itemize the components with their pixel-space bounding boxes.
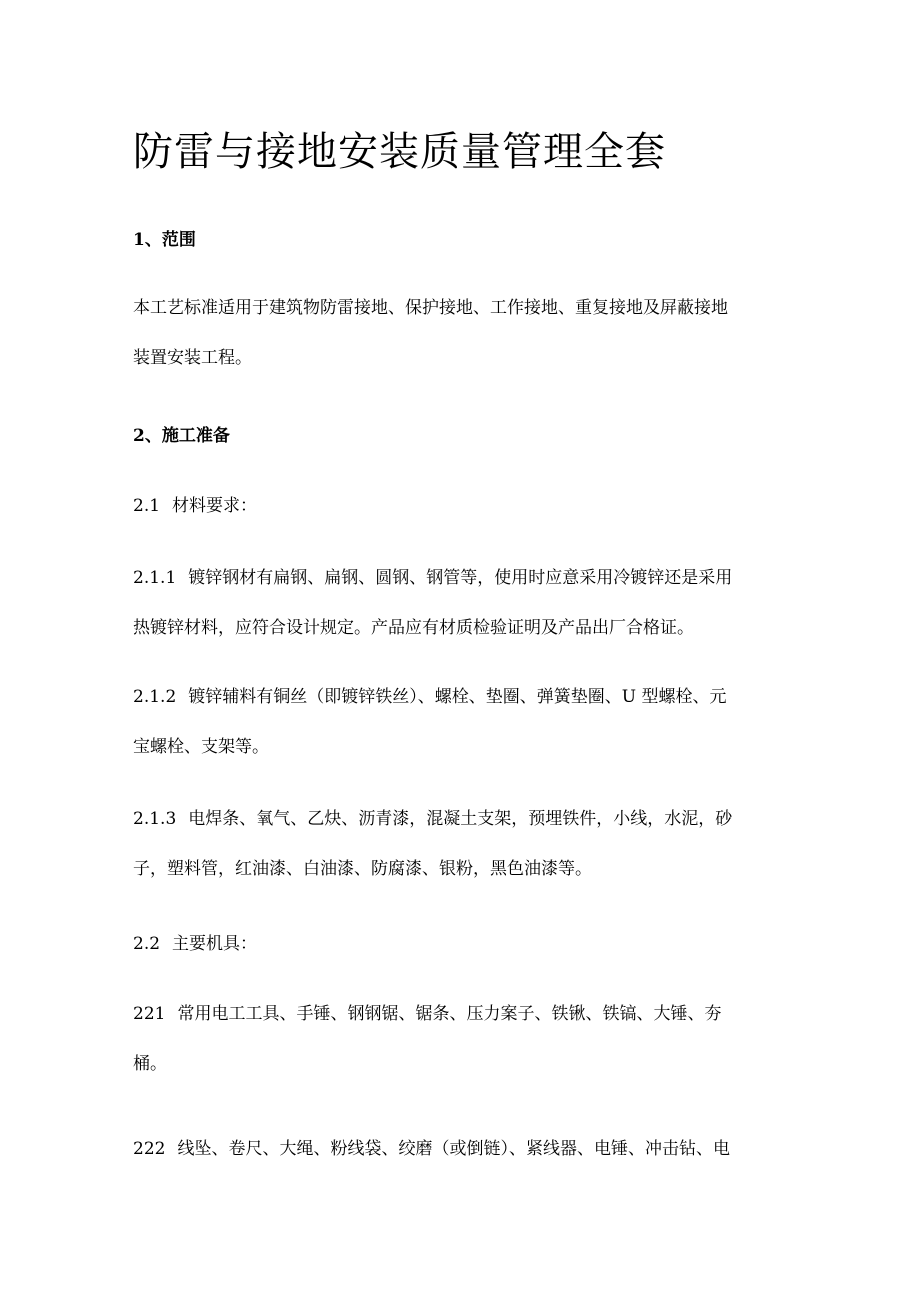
paragraph-2-1: [133, 481, 788, 531]
paragraph-2-1-2: [133, 672, 788, 772]
paragraph-line: 桶。: [133, 1054, 167, 1074]
paragraph-line: [133, 481, 788, 531]
paragraph-line: 热镀锌材料，应符合设计规定。产品应有材质检验证明及产品出厂合格证。: [133, 618, 694, 638]
paragraph-line: 装置安装工程。: [133, 348, 252, 368]
item-text: 镀锌钢材有扁钢、扁钢、圆钢、钢管等，使用时应意采用冷镀锌还是采用: [188, 568, 733, 588]
item-text: 材料要求：: [172, 496, 258, 516]
paragraph-2-2-2: [133, 1124, 788, 1174]
item-text: 常用电工工具、手锤、钢钢锯、锯条、压力案子、铁锹、铁镐、大锤、夯: [177, 1004, 722, 1024]
paragraph-2-2: [133, 919, 788, 969]
paragraph-line: 本工艺标准适用于建筑物防雷接地、保护接地、工作接地、重复接地及屏蔽接地: [133, 298, 728, 318]
item-number: 2.1.3: [133, 809, 177, 829]
item-number: 2.1.2: [133, 687, 177, 707]
paragraph-line: [133, 1124, 788, 1174]
item-text: 主要机具：: [172, 934, 258, 954]
document-title: 防雷与接地安装质量管理全套: [133, 129, 666, 175]
item-text: 镀锌辅料有铜丝（即镀锌铁丝）、螺栓、垫圈、弹簧垫圈、U 型螺栓、元: [188, 687, 727, 707]
paragraph-2-1-1: [133, 553, 788, 653]
paragraph-2-2-1: [133, 989, 788, 1089]
item-number: 222: [133, 1139, 166, 1159]
paragraph-line: 子，塑料管，红油漆、白油漆、防腐漆、银粉，黑色油漆等。: [133, 859, 592, 879]
item-text: 电焊条、氧气、乙炔、沥青漆，混凝土支架，预埋铁件，小线，水泥，砂: [188, 809, 733, 829]
item-number: 2.2: [133, 934, 161, 954]
paragraph-2-1-3: [133, 794, 788, 894]
item-number: 2.1: [133, 496, 161, 516]
paragraph-line: 宝螺栓、支架等。: [133, 737, 269, 757]
paragraph-line: [133, 919, 788, 969]
section-heading-scope: 1、范围: [133, 230, 196, 250]
paragraph-line: [133, 553, 788, 603]
section-heading-preparation: 2、施工准备: [133, 426, 230, 446]
paragraph-line: [133, 794, 788, 844]
item-number: 2.1.1: [133, 568, 177, 588]
item-text: 线坠、卷尺、大绳、粉线袋、绞磨（或倒链）、紧线器、电锤、冲击钻、电: [177, 1139, 730, 1159]
paragraph-line: [133, 989, 788, 1039]
paragraph-scope: [133, 283, 788, 383]
paragraph-line: [133, 672, 788, 722]
item-number: 221: [133, 1004, 166, 1024]
